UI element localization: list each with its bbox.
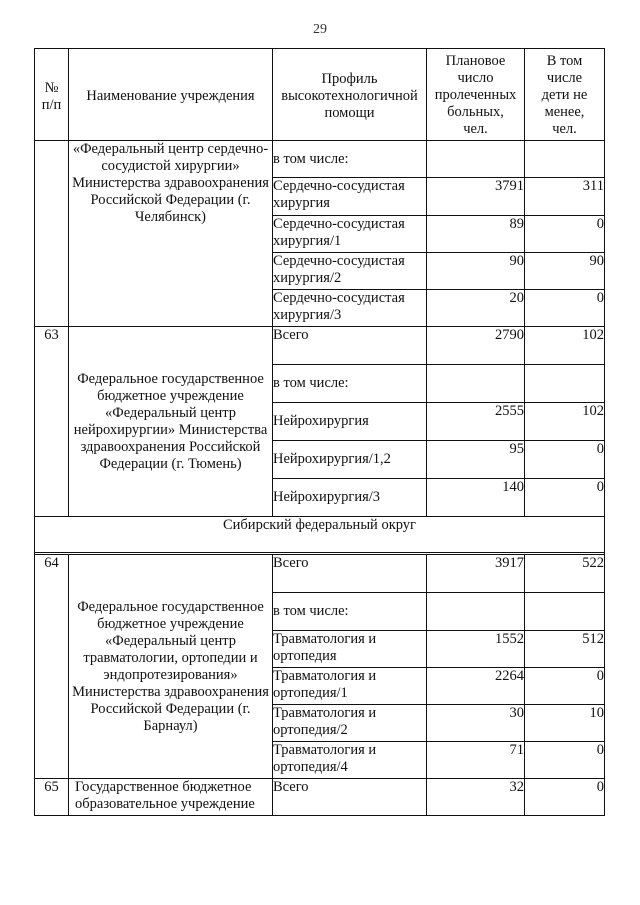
children-cell: 10 <box>525 705 605 742</box>
institution-name: Государственное бюджетное образовательное учреждение <box>69 779 273 816</box>
institution-name: «Федеральный центр сердечно-сосудистой хирургии» Министерства здравоохранения Российской Федерации (г. Челябинск) <box>69 141 273 327</box>
profile-cell: в том числе: <box>273 593 427 631</box>
table-row <box>35 141 605 178</box>
plan-cell: 32 <box>427 779 525 816</box>
row-num: 63 <box>35 327 69 517</box>
plan-cell: 2555 <box>427 403 525 441</box>
children-cell: 311 <box>525 178 605 216</box>
header-num: № п/п <box>35 49 69 141</box>
district-title: Сибирский федеральный округ <box>35 517 605 553</box>
profile-cell: в том числе: <box>273 365 427 403</box>
row-num: 64 <box>35 555 69 779</box>
plan-cell: 1552 <box>427 631 525 668</box>
plan-cell: 2264 <box>427 668 525 705</box>
page-number: 29 <box>313 22 327 37</box>
header-profile: Профиль высокотехнологичной помощи <box>273 49 427 141</box>
profile-cell: Нейрохирургия/1,2 <box>273 441 427 479</box>
plan-cell <box>427 593 525 631</box>
institution-name: Федеральное государственное бюджетное учреждение «Федеральный центр нейрохирургии» Министерства здравоохранения Российской Федерации (г. Тюмень) <box>69 327 273 517</box>
profile-cell: Травматология и ортопедия/2 <box>273 705 427 742</box>
children-cell <box>525 141 605 178</box>
children-cell: 0 <box>525 441 605 479</box>
table-row <box>35 779 605 816</box>
children-cell: 0 <box>525 668 605 705</box>
profile-cell: Сердечно-сосудистая хирургия/1 <box>273 216 427 253</box>
district-row <box>35 517 605 553</box>
row-num <box>35 141 69 327</box>
plan-cell: 95 <box>427 441 525 479</box>
profile-cell: Всего <box>273 327 427 365</box>
header-children: В том числе дети не менее, чел. <box>525 49 605 141</box>
table-row <box>35 555 605 593</box>
plan-cell: 90 <box>427 253 525 290</box>
profile-cell: Травматология и ортопедия <box>273 631 427 668</box>
profile-cell: Нейрохирургия <box>273 403 427 441</box>
children-cell: 512 <box>525 631 605 668</box>
institutions-table <box>34 48 605 816</box>
institution-name: Федеральное государственное бюджетное учреждение «Федеральный центр травматологии, ортопедии и эндопротезирования» Министерства здравоохранения Российской Федерации (г. Барнаул) <box>69 555 273 779</box>
plan-cell: 3917 <box>427 555 525 593</box>
profile-cell: в том числе: <box>273 141 427 178</box>
children-cell: 102 <box>525 327 605 365</box>
profile-cell: Травматология и ортопедия/1 <box>273 668 427 705</box>
children-cell: 102 <box>525 403 605 441</box>
children-cell: 0 <box>525 479 605 517</box>
children-cell: 0 <box>525 742 605 779</box>
children-cell: 0 <box>525 779 605 816</box>
children-cell: 90 <box>525 253 605 290</box>
children-cell: 0 <box>525 216 605 253</box>
profile-cell: Всего <box>273 779 427 816</box>
profile-cell: Сердечно-сосудистая хирургия/3 <box>273 290 427 327</box>
profile-cell: Всего <box>273 555 427 593</box>
plan-cell: 89 <box>427 216 525 253</box>
header-name: Наименование учреждения <box>69 49 273 141</box>
plan-cell: 30 <box>427 705 525 742</box>
children-cell: 0 <box>525 290 605 327</box>
plan-cell: 20 <box>427 290 525 327</box>
table-header-row <box>35 49 605 141</box>
header-plan: Плановое число пролеченных больных, чел. <box>427 49 525 141</box>
plan-cell: 2790 <box>427 327 525 365</box>
profile-cell: Сердечно-сосудистая хирургия/2 <box>273 253 427 290</box>
children-cell: 522 <box>525 555 605 593</box>
plan-cell: 3791 <box>427 178 525 216</box>
row-num: 65 <box>35 779 69 816</box>
profile-cell: Нейрохирургия/3 <box>273 479 427 517</box>
children-cell <box>525 365 605 403</box>
plan-cell: 140 <box>427 479 525 517</box>
plan-cell: 71 <box>427 742 525 779</box>
plan-cell <box>427 141 525 178</box>
profile-cell: Сердечно-сосудистая хирургия <box>273 178 427 216</box>
plan-cell <box>427 365 525 403</box>
table-row <box>35 327 605 365</box>
children-cell <box>525 593 605 631</box>
profile-cell: Травматология и ортопедия/4 <box>273 742 427 779</box>
